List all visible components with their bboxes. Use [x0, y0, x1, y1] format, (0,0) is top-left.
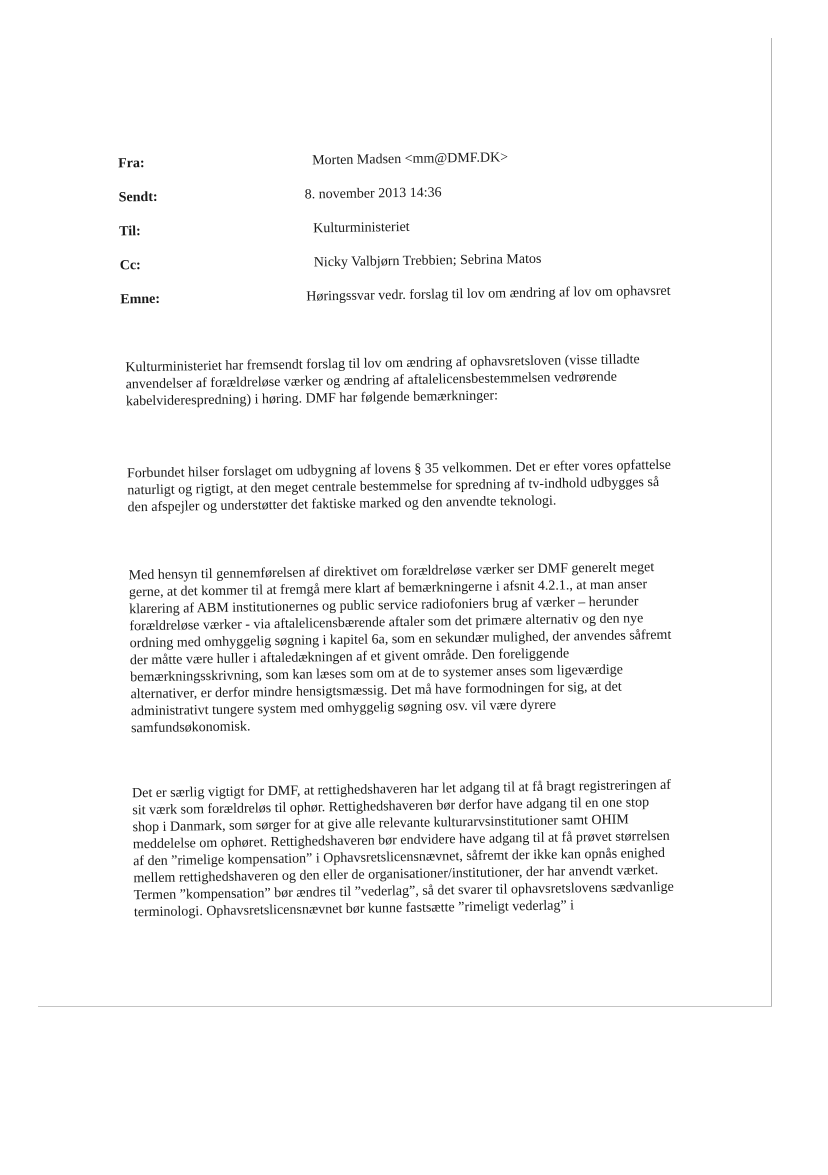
paragraph-line: anvendelser af forældreløse værker og ændring af aftalelicensbestemmelsen vedrørende — [125, 369, 618, 393]
subject-label: Emne: — [120, 291, 161, 308]
paragraph-line: Kulturministeriet har fremsendt forslag til lov om ændring af ophavsretsloven (visse tilladte — [125, 352, 640, 376]
body-paragraph-rights-holder — [132, 776, 709, 921]
paragraph-line: naturligt og rigtigt, at den meget centrale bestemmelse for spredning af tv-indhold udbygges så — [127, 474, 660, 499]
header-cc-row — [120, 249, 740, 279]
paragraph-line: kabelviderespredning) i høring. DMF har følgende bemærkninger: — [125, 388, 499, 410]
sent-label: Sendt: — [118, 189, 158, 206]
paragraph-line: ordning med omhyggelig søgning i kapitel 6a, som en sekundær mulighed, der anvendes såfremt — [129, 627, 672, 652]
paragraph-line: administrativt tungere system med omhyggelig søgning osv. vil være dyrere — [130, 697, 557, 720]
header-subject-row — [120, 283, 740, 313]
paragraph-line: forældreløse værker - via aftalelicensbærende aftaler som det primære alternativ og den nye — [129, 611, 644, 635]
to-value: Kulturministeriet — [313, 219, 410, 237]
paragraph-line: Termen ”kompensation” bør ændres til ”vederlag”, så det svarer til ophavsretslovens sædvanlige — [133, 879, 674, 904]
paragraph-line: den afspejler og understøtter det faktiske marked og den anvendte teknologi. — [127, 493, 557, 516]
cc-value: Nicky Valbjørn Trebbien; Sebrina Matos — [313, 251, 542, 271]
paragraph-line: klarering af ABM institutionernes og public service radiofoniers brug af værker – herunder — [129, 594, 639, 618]
paragraph-line: af den ”rimelige kompensation” i Ophavsretslicensnævnet, såfremt der ikke kan opnås enighed — [133, 845, 666, 870]
header-from-row — [118, 147, 738, 177]
paragraph-line: der måtte være huller i aftaledækningen af et givent område. Den foreliggende — [129, 646, 570, 669]
sent-value: 8. november 2013 14:36 — [304, 185, 442, 203]
cc-label: Cc: — [119, 258, 141, 274]
paragraph-line: bemærkningsskrivning, som kan læses som om at de to systemer anses som ligeværdige — [130, 662, 624, 686]
body-paragraph-section-35 — [127, 456, 703, 516]
body-paragraph-orphan-works — [129, 558, 707, 737]
header-to-row — [119, 215, 739, 245]
paragraph-line: samfundsøkonomisk. — [130, 719, 251, 737]
from-label: Fra: — [118, 156, 145, 172]
from-value: Morten Madsen <mm@DMF.DK> — [312, 150, 509, 169]
to-label: Til: — [119, 224, 141, 240]
subject-value: Høringssvar vedr. forslag til lov om ændring af lov om ophavsret — [306, 283, 671, 305]
paragraph-line: mellem rettighedshaveren og den eller de organisationer/institutioner, der har anvendt værket. — [133, 863, 659, 887]
paragraph-line: shop i Danmark, som sørger for at give alle relevante kulturarvsinstitutioner samt OHIM — [132, 812, 629, 836]
paragraph-line: alternativer, er derfor mindre hensigtsmæssig. Det må have formodningen for sig, at det — [130, 679, 622, 703]
paragraph-line: Det er særlig vigtigt for DMF, at rettighedshaveren har let adgang til at få bragt registreringen af — [131, 777, 672, 802]
paragraph-line: terminologi. Ophavsretslicensnævnet bør kunne fastsætte ”rimeligt vederlag” i — [133, 898, 575, 921]
paragraph-line: meddelelse om ophøret. Rettighedshaveren bør endvidere have adgang til at få prøvet størrelsen — [132, 828, 670, 853]
paragraph-line: sit værk som forældreløs til ophør. Rettighedshaveren bør derfor have adgang til en one stop — [132, 795, 650, 819]
header-sent-row — [119, 181, 739, 211]
body-paragraph-intro — [125, 350, 701, 410]
paragraph-line: Med hensyn til gennemførelsen af direktivet om forældreløse værker ser DMF generelt meget — [128, 560, 655, 584]
paragraph-line: gerne, at det kommer til at fremgå mere klart af bemærkningerne i afsnit 4.2.1., at man anser — [128, 577, 648, 601]
paragraph-line: Forbundet hilser forslaget om udbygning af lovens § 35 velkommen. Det er efter vores opfattelse — [126, 457, 672, 482]
